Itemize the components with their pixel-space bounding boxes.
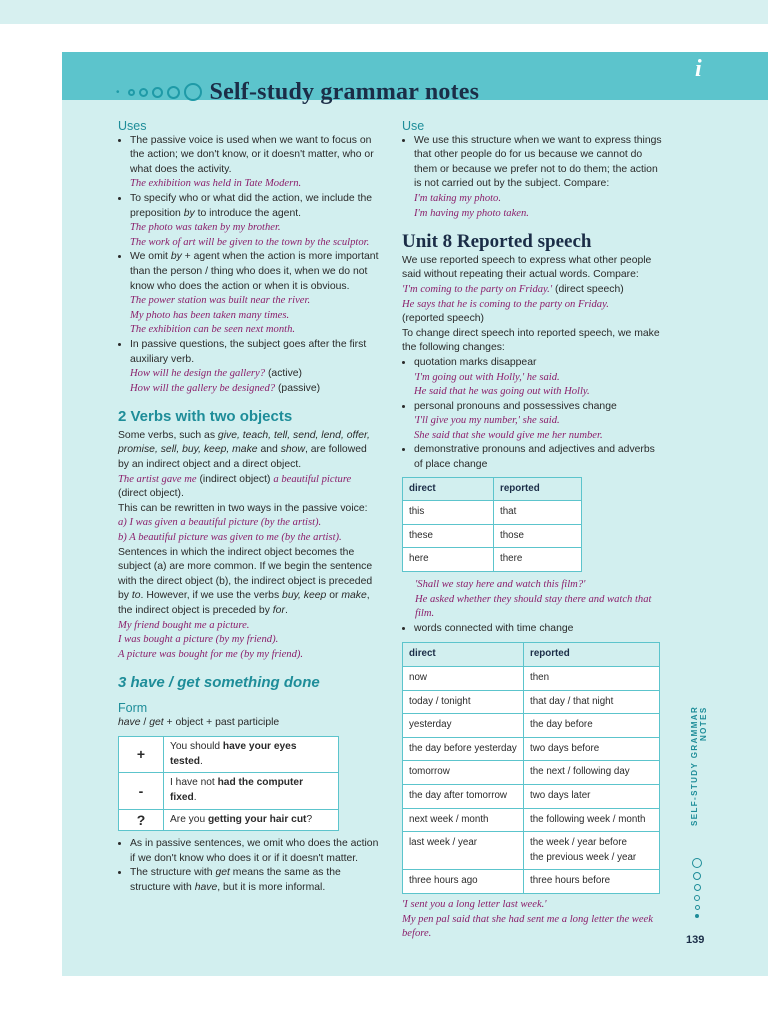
list-item	[130, 250, 380, 338]
example: The photo was taken by my brother.	[130, 222, 281, 234]
table-header: direct	[403, 477, 494, 501]
table-cell: three hours before	[524, 870, 660, 894]
example: b) A beautiful picture was given to me (by the artist).	[118, 532, 342, 544]
table-cell: Are you getting your hair cut?	[164, 809, 339, 831]
use-heading: Use	[402, 119, 425, 133]
example: He asked whether they should stay there and watch that film.	[415, 593, 652, 620]
changes-list	[402, 356, 664, 473]
table-cell: this	[403, 501, 494, 525]
table-cell: these	[403, 524, 494, 548]
table-cell: those	[494, 524, 582, 548]
paragraph: (reported speech)	[402, 313, 485, 325]
dots-icon: •	[116, 86, 122, 98]
question-symbol: ?	[119, 809, 164, 831]
table-cell: there	[494, 548, 582, 572]
side-label-text: SELF-STUDY GRAMMAR NOTES	[690, 706, 708, 827]
table-cell: three hours ago	[403, 870, 524, 894]
side-label	[690, 706, 708, 926]
form-notes	[118, 837, 380, 895]
table-cell: that day / that night	[524, 690, 660, 714]
example: How will the gallery be designed?	[130, 382, 276, 394]
table-row	[119, 809, 339, 831]
bullet-text: We omit	[130, 251, 171, 263]
list-item: • The structure with get means the same as the structure with have, but it is more informal.	[130, 866, 380, 895]
table-cell: last week / year	[403, 832, 524, 870]
example: I was bought a picture (by my friend).	[118, 634, 279, 646]
list-item	[130, 338, 380, 396]
unit-8-heading: Unit 8 Reported speech	[402, 231, 592, 253]
paragraph: To change direct speech into reported speech, we make the following changes:	[402, 327, 660, 354]
example-line	[130, 367, 380, 382]
example: He said that he was going out with Holly.	[414, 386, 590, 398]
table-cell: here	[403, 548, 494, 572]
section-2-heading: 2 Verbs with two objects	[118, 408, 293, 426]
table-header: reported	[494, 477, 582, 501]
table-row	[403, 643, 660, 667]
example: I'm having my photo taken.	[414, 207, 529, 219]
example: The power station was built near the river.	[130, 295, 311, 307]
table-row	[403, 784, 660, 808]
example: A picture was bought for me (by my friend).	[118, 648, 304, 660]
example: 'I'll give you my number,' she said.	[414, 415, 560, 427]
example: He says that he is coming to the party on Friday.	[402, 298, 609, 310]
table-row	[403, 714, 660, 738]
list-item	[130, 192, 380, 250]
left-column	[118, 119, 380, 896]
paragraph: (direct object).	[118, 488, 184, 500]
uses-list	[118, 134, 380, 397]
example: The exhibition can be seen next month.	[130, 324, 296, 336]
plus-symbol: +	[119, 737, 164, 773]
table-row	[403, 524, 582, 548]
ring-icon	[128, 89, 135, 96]
table-cell: You should have your eyes tested.	[164, 737, 339, 773]
bullet-text: The passive voice is used when we want to focus on the action; we don't know, or it doesn't matter, who or what does the activity.	[130, 134, 374, 175]
list-item: • We use this structure when we want to express things that other people do for us because we cannot do them or because we prefer not to do them; the action is not carried out by the subject. Compare: I'm taking my photo. I'm having my photo taken.	[414, 134, 664, 222]
list-item: • words connected with time change	[414, 622, 664, 637]
bullet-text: by	[183, 207, 195, 219]
example-note: (active)	[265, 368, 303, 380]
table-cell: two days later	[524, 784, 660, 808]
table-cell: the following week / month	[524, 808, 660, 832]
page-number: 139	[686, 934, 705, 946]
paragraph: Sentences in which the indirect object becomes the subject (a) are more common. If we begin the sentence with the direct object (b), the indirect object is preceded by to. However, if we use the verbs buy, keep or make, the indirect object is preceded by for.	[118, 546, 373, 616]
example-line	[130, 382, 380, 397]
list-item	[130, 134, 380, 192]
ring-icon	[139, 88, 148, 97]
time-table	[402, 642, 660, 894]
paragraph: We use reported speech to express what other people said without repeating their actual words. Compare:	[402, 254, 652, 281]
section-3-heading: 3 have / get something done	[118, 674, 320, 692]
bullet-text: To specify who or what did the action, we include the preposition	[130, 192, 373, 219]
table-cell: that	[494, 501, 582, 525]
rings-icon	[692, 858, 702, 918]
table-row	[403, 737, 660, 761]
example: She said that she would give me her number.	[414, 429, 603, 441]
form-heading: Form	[118, 700, 148, 715]
form-table	[118, 736, 339, 831]
example: The work of art will be given to the town by the sculptor.	[130, 236, 370, 248]
table-row	[403, 808, 660, 832]
example: How will he design the gallery?	[130, 368, 266, 380]
bullet-text: by	[170, 251, 182, 263]
form-formula: have / get + object + past participle	[118, 716, 280, 728]
bullet-text: + agent when the action is more important than the person / thing who does it, when we do not know who does the action or when it is obvious.	[130, 251, 379, 292]
list-item: • As in passive sentences, we omit who does the action if we don't know who does it or if it doesn't matter.	[130, 837, 380, 866]
table-cell: tomorrow	[403, 761, 524, 785]
table-row	[119, 737, 339, 773]
table-cell: the week / year before the previous week / year	[524, 832, 660, 870]
list-item: • demonstrative pronouns and adjectives and adverbs of place change	[414, 443, 664, 472]
page-title-row	[116, 76, 479, 108]
table-cell: now	[403, 667, 524, 691]
table-cell: yesterday	[403, 714, 524, 738]
top-strip	[0, 0, 768, 24]
ring-icon	[167, 86, 180, 99]
table-cell: next week / month	[403, 808, 524, 832]
table-row	[403, 761, 660, 785]
table-row	[403, 501, 582, 525]
table-header: reported	[524, 643, 660, 667]
example: a) I was given a beautiful picture (by the artist).	[118, 517, 322, 529]
table-cell: today / tonight	[403, 690, 524, 714]
example: I'm taking my photo.	[414, 192, 502, 204]
example: My photo has been taken many times.	[130, 309, 290, 321]
ring-icon	[152, 87, 163, 98]
time-list	[402, 622, 664, 637]
bullet-text: In passive questions, the subject goes after the first auxiliary verb.	[130, 338, 367, 365]
example-line: 'I'm coming to the party on Friday.' (direct speech)	[402, 283, 624, 295]
table-row	[403, 548, 582, 572]
example: The exhibition was held in Tate Modern.	[130, 178, 302, 190]
table-cell: the day after tomorrow	[403, 784, 524, 808]
ring-icon	[184, 83, 202, 101]
table-cell: the day before yesterday	[403, 737, 524, 761]
example: 'I'm going out with Holly,' he said.	[414, 371, 560, 383]
info-icon: i	[695, 56, 702, 82]
table-row	[119, 773, 339, 809]
example: My pen pal said that she had sent me a long letter the week before.	[402, 913, 653, 940]
table-row	[403, 667, 660, 691]
example: My friend bought me a picture.	[118, 619, 250, 631]
minus-symbol: -	[119, 773, 164, 809]
bullet-text: to introduce the agent.	[194, 207, 302, 219]
table-row	[403, 690, 660, 714]
right-column	[402, 119, 664, 942]
example-line: The artist gave me (indirect object) a beautiful picture	[118, 473, 352, 485]
list-item: • quotation marks disappear 'I'm going out with Holly,' he said. He said that he was going out with Holly.	[414, 356, 664, 400]
table-row	[403, 870, 660, 894]
paragraph: This can be rewritten in two ways in the passive voice:	[118, 502, 368, 514]
table-header: direct	[403, 643, 524, 667]
example: 'I sent you a long letter last week.'	[402, 898, 547, 910]
table-cell: the next / following day	[524, 761, 660, 785]
list-item: • personal pronouns and possessives change 'I'll give you my number,' she said. She said that she would give me her number.	[414, 400, 664, 444]
table-cell: I have not had the computer fixed.	[164, 773, 339, 809]
example: 'Shall we stay here and watch this film?'	[415, 579, 586, 591]
paragraph: Some verbs, such as give, teach, tell, send, lend, offer, promise, sell, buy, keep, make and show, are followed by an indirect object and a direct object.	[118, 429, 370, 471]
place-table	[402, 477, 582, 572]
table-row	[403, 832, 660, 870]
use-list	[402, 134, 664, 222]
table-cell: two days before	[524, 737, 660, 761]
uses-heading: Uses	[118, 119, 147, 133]
table-cell: then	[524, 667, 660, 691]
table-row	[403, 477, 582, 501]
table-cell: the day before	[524, 714, 660, 738]
page-title: Self-study grammar notes	[209, 78, 480, 105]
example-note: (passive)	[275, 382, 321, 394]
